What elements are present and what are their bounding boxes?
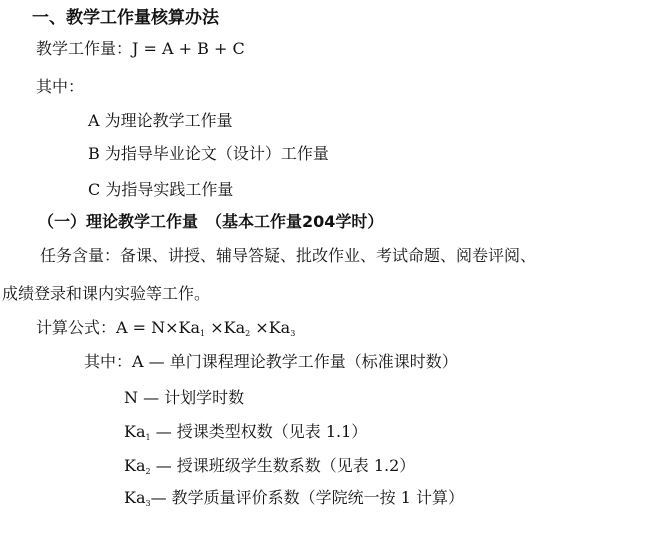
def-ka1-text: — 授课类型权数（见表 1.1） xyxy=(155,422,368,441)
def-ka1-symbol: Ka xyxy=(124,422,146,441)
calc-formula-prefix: 计算公式：A = N×Ka xyxy=(36,318,201,337)
calc-formula-mid1: ×Ka xyxy=(205,318,246,337)
def-ka3-symbol: Ka xyxy=(124,488,146,507)
item-c: C 为指导实践工作量 xyxy=(88,180,234,199)
def-ka1 xyxy=(124,422,367,448)
def-ka3-sub: 3 xyxy=(145,499,151,508)
def-n: N — 计划学时数 xyxy=(124,388,245,407)
formula-line: 教学工作量：J = A + B + C xyxy=(36,39,245,58)
item-b: B 为指导毕业论文（设计）工作量 xyxy=(88,144,329,163)
subheading: （一）理论教学工作量 （基本工作量204学时） xyxy=(38,212,384,231)
calc-sub-1: 1 xyxy=(200,329,206,338)
task-line-1: 任务含量：备课、讲授、辅导答疑、批改作业、考试命题、阅卷评阅、 xyxy=(40,246,537,265)
def-ka2-sub: 2 xyxy=(145,467,151,476)
where-label: 其中： xyxy=(36,77,85,96)
item-a: A 为理论教学工作量 xyxy=(88,111,233,130)
calc-sub-3: 3 xyxy=(290,329,296,338)
def-ka2-text: — 授课班级学生数系数（见表 1.2） xyxy=(155,456,416,475)
def-ka3 xyxy=(124,488,464,514)
section-heading: 一、教学工作量核算办法 xyxy=(32,8,219,28)
def-ka1-sub: 1 xyxy=(145,433,151,442)
calc-formula-mid2: ×Ka xyxy=(250,318,291,337)
calc-sub-2: 2 xyxy=(245,329,251,338)
def-where: 其中：A — 单门课程理论教学工作量（标准课时数） xyxy=(84,352,458,371)
calc-formula xyxy=(36,318,295,344)
def-ka2 xyxy=(124,456,415,482)
def-ka2-symbol: Ka xyxy=(124,456,146,475)
def-ka3-text: — 教学质量评价系数（学院统一按 1 计算） xyxy=(150,488,465,507)
task-line-2: 成绩登录和课内实验等工作。 xyxy=(2,284,211,303)
